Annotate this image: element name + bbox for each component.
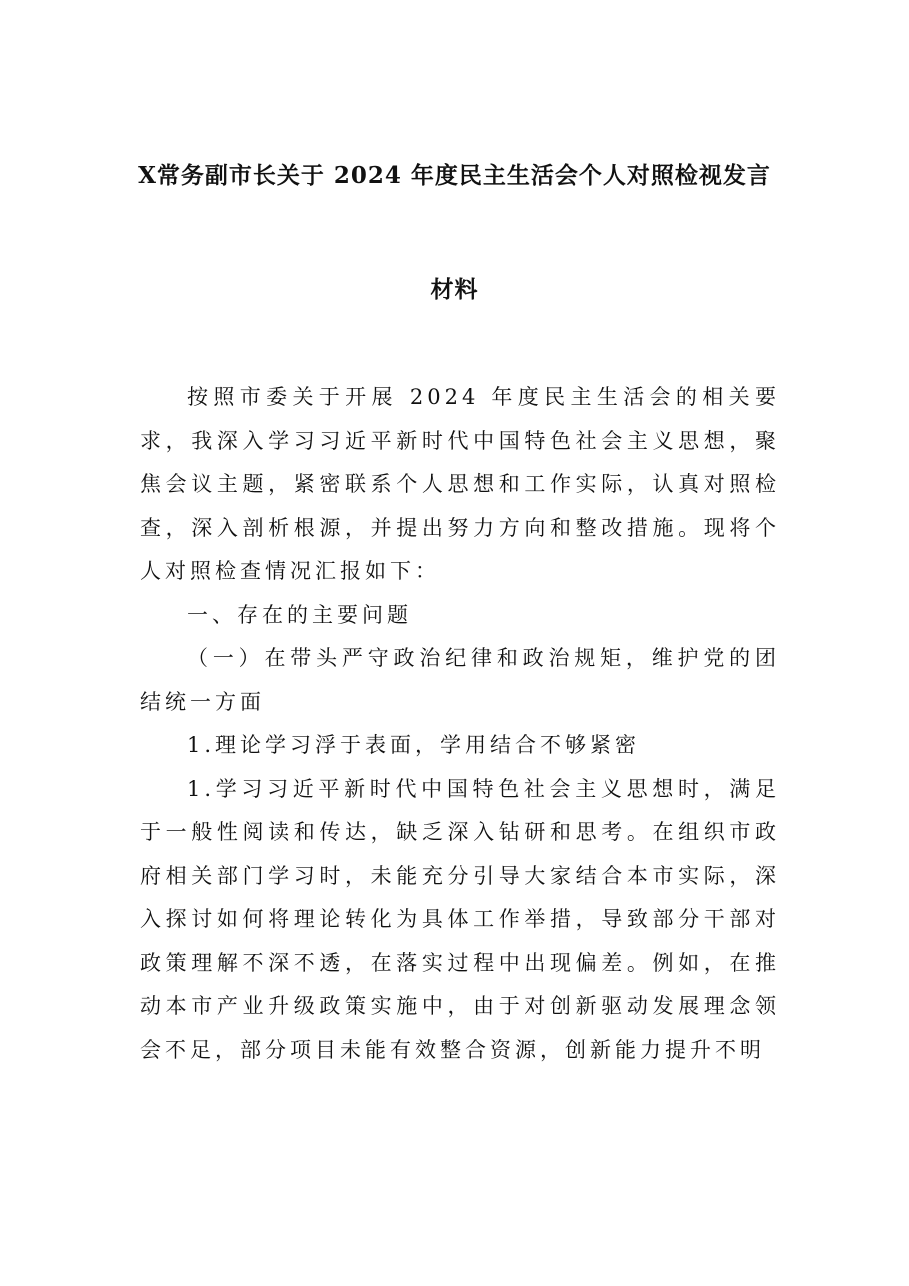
document-title-line1: X常务副市长关于 2024 年度民主生活会个人对照检视发言 xyxy=(138,162,771,189)
item-heading: 1.理论学习浮于表面，学用结合不够紧密 xyxy=(187,733,641,757)
subsection-heading: （一）在带头严守政治纪律和政治规矩，维护党的团结统一方面 xyxy=(140,646,780,714)
intro-paragraph: 按照市委关于开展 2024 年度民主生活会的相关要求，我深入学习习近平新时代中国特色社会主义思想，聚焦会议主题，紧密联系个人思想和工作实际，认真对照检查，深入剖析根源，并提出努力方向和整改措施。现将个人对照检查情况汇报如下： xyxy=(140,385,780,583)
document-title-line2: 材料 xyxy=(430,276,479,303)
item-paragraph: 1.学习习近平新时代中国特色社会主义思想时，满足于一般性阅读和传达，缺乏深入钻研和思考。在组织市政府相关部门学习时，未能充分引导大家结合本市实际，深入探讨如何将理论转化为具体工作举措，导致部分干部对政策理解不深不透，在落实过程中出现偏差。例如，在推动本市产业升级政策实施中，由于对创新驱动发展理念领会不足，部分项目未能有效整合资源，创新能力提升不明 xyxy=(140,776,780,1062)
document-body xyxy=(140,376,780,1072)
section-heading: 一、存在的主要问题 xyxy=(187,602,412,627)
